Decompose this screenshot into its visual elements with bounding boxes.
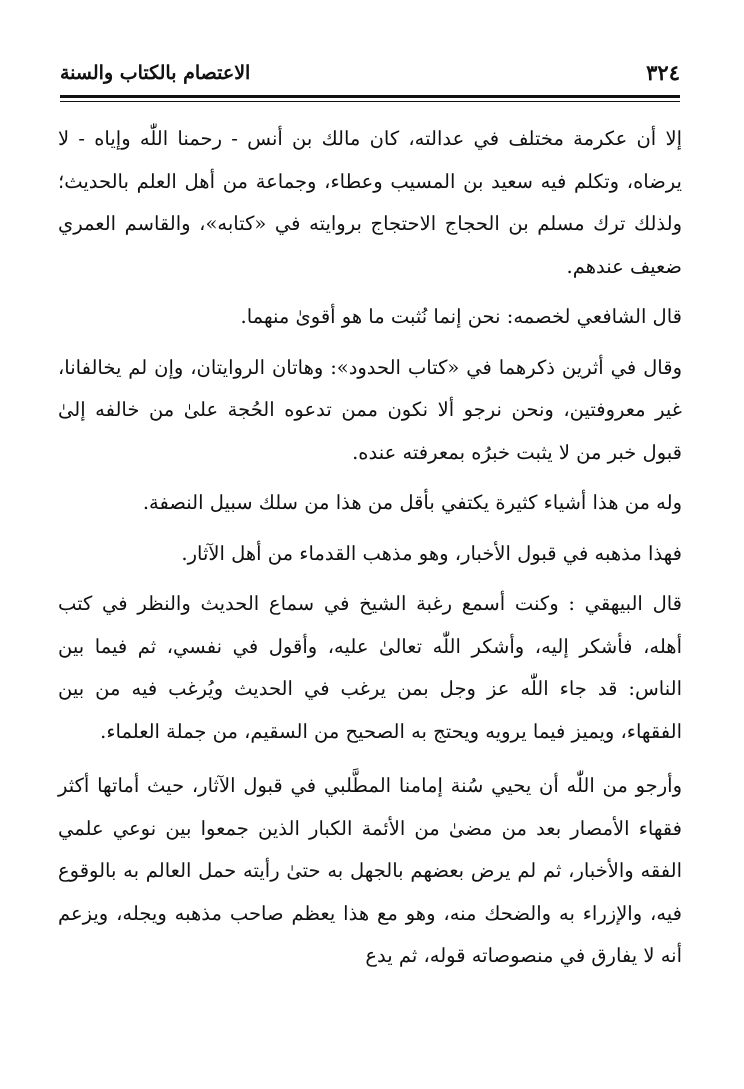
paragraph: وله من هذا أشياء كثيرة يكتفي بأقل من هذا من سلك سبيل النصفة.: [142, 491, 682, 514]
paragraph: وأرجو من اللّٰه أن يحيي سُنة إمامنا المطَّلبي في قبول الآثار، حيث أماتها أكثر فقهاء الأمصار بعد من مضىٰ من الأئمة الكبار الذين جمعوا بين نوعي علمي الفقه والأخبار، ثم لم يرض بعضهم بالجهل به حتىٰ رأيته حمل العالم به بالوقوع فيه، والإزراء به والضحك منه، وهو مع هذا يعظم صاحب مذهبه ويجله، ويزعم أنه لا يفارق في منصوصاته قوله، ثم يدع: [58, 774, 682, 967]
paragraph: إلا أن عكرمة مختلف في عدالته، كان مالك بن أنس - رحمنا اللّٰه وإياه - لا يرضاه، وتكلم فيه سعيد بن المسيب وعطاء، وجماعة من أهل العلم بالحديث؛ ولذلك ترك مسلم بن الحجاج الاحتجاج بروايته في «كتابه»، والقاسم العمري ضعيف عندهم.: [58, 127, 682, 278]
paragraph: وقال في أثرين ذكرهما في «كتاب الحدود»: وهاتان الروايتان، وإن لم يخالفانا، غير معروفتين، ونحن نرجو ألا نكون ممن تدعوه الحُجة علىٰ من خالفه إلىٰ قبول خبر من لا يثبت خبرُه بمعرفته عنده.: [58, 355, 682, 464]
paragraph: قال الشافعي لخصمه: نحن إنما نُثبت ما هو أقوىٰ منهما.: [240, 305, 682, 328]
paragraph: فهذا مذهبه في قبول الأخبار، وهو مذهب القدماء من أهل الآثار.: [181, 541, 682, 565]
page-number: ٣٢٤: [646, 60, 680, 85]
paragraph: قال البيهقي : وكنت أسمع رغبة الشيخ في سماع الحديث والنظر في كتب أهله، فأشكر إليه، وأشكر اللّٰه تعالىٰ عليه، وأقول في نفسي، ثم فيما بين الناس: قد جاء اللّٰه عز وجل بمن يرغب في الحديث ويُرغب فيه من بين الفقهاء، ويميز فيما يرويه ويحتج به الصحيح من السقيم، من جملة العلماء.: [58, 592, 682, 743]
header-rule-thin: [60, 101, 680, 102]
running-title: الاعتصام بالكتاب والسنة: [60, 62, 251, 84]
page-header: [60, 56, 680, 90]
header-rule-thick: [60, 95, 680, 98]
body-text: [58, 118, 682, 978]
